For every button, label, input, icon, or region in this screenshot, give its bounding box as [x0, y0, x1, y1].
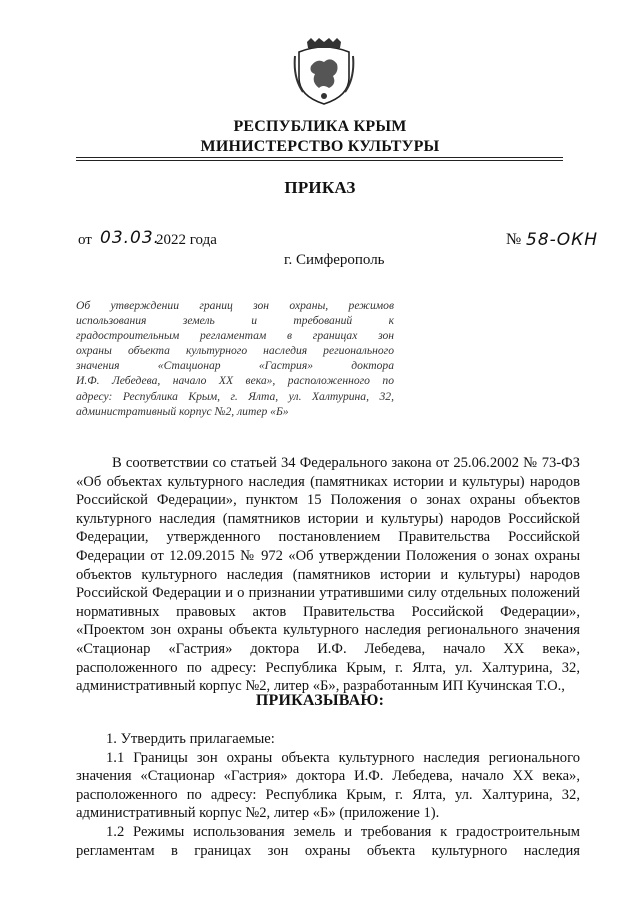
item-1-1-line: значения «Стационар «Гастрия» доктора И.Ф. Лебедева, начало XX века»,: [76, 768, 580, 785]
org-name-line1: РЕСПУБЛИКА КРЫМ: [233, 118, 407, 135]
item-1-1-line: 1.1 Границы зон охраны объекта культурного наследия регионального: [106, 749, 580, 766]
preamble-line: «Проектом зон охраны объекта культурного наследия регионального значения: [76, 622, 580, 639]
city: г. Симферополь: [284, 252, 385, 268]
item-1-1-line: административный корпус №2, литер «Б» (приложение 1).: [76, 805, 440, 822]
header-rule-bottom: [76, 160, 563, 161]
subject-line: градостроительным регламентам в границах зон: [76, 329, 394, 343]
subject-line: адресу: Республика Крым, г. Ялта, ул. Халтурина, 32,: [76, 389, 394, 403]
preamble-line: Российской Федерации», пунктом 15 Положения о зонах охраны объектов: [76, 492, 580, 509]
date-prefix: от: [78, 232, 92, 248]
item-1-1-line: расположенного по адресу: Республика Крым, г. Ялта, ул. Халтурина, 32,: [76, 786, 580, 803]
header-rule-top: [76, 157, 563, 158]
subject-line: И.Ф. Лебедева, начало XX века», расположенного по: [76, 374, 394, 388]
org-name-line2: МИНИСТЕРСТВО КУЛЬТУРЫ: [200, 138, 440, 155]
document-type: ПРИКАЗ: [284, 178, 356, 197]
order-heading: ПРИКАЗЫВАЮ:: [255, 692, 385, 709]
preamble-line: культурного наследия (памятников истории и культуры) народов Российской: [76, 510, 580, 527]
preamble-line: В соответствии со статьей 34 Федерального закона от 25.06.2002 № 73-ФЗ: [112, 455, 580, 471]
preamble-line: Федерации, утвержденного постановлением Правительства Российской: [76, 529, 580, 546]
preamble-line: Федерации от 12.09.2015 № 972 «Об утверждении Положения о зонах охраны: [76, 547, 580, 564]
preamble-line: нормативных правовых актов Правительства Российской Федерации»,: [76, 603, 580, 620]
subject-line: Об утверждении границ зон охраны, режимов: [76, 299, 394, 312]
preamble-line: «Об объектах культурного наследия (памятниках истории и культуры) народов: [76, 473, 580, 490]
item-1-2-line: регламентам в границах зон охраны объекта культурного наследия: [76, 842, 580, 859]
number-sign: №: [506, 231, 522, 248]
subject-line: значения «Стационар «Гастрия» доктора: [76, 359, 394, 373]
coat-of-arms-icon: [293, 38, 355, 106]
item-1: 1. Утвердить прилагаемые:: [106, 731, 275, 747]
date-handwritten: 03.03.: [100, 228, 161, 248]
preamble-line: объектов культурного наследия (памятников истории и культуры) народов: [76, 566, 580, 583]
preamble-line: административный корпус №2, литер «Б», разработанным ИП Кучинская Т.О.,: [76, 678, 565, 695]
subject-line: использования земель и требований к: [76, 314, 394, 328]
preamble-line: «Стационар «Гастрия» доктора И.Ф. Лебедева, начало XX века»,: [76, 640, 580, 657]
preamble: [76, 454, 580, 696]
subject-line: административный корпус №2, литер «Б»: [76, 404, 289, 418]
preamble-line: Российской Федерации и о признании утратившими силу отдельных положений: [76, 585, 580, 602]
preamble-line: расположенного по адресу: Республика Крым, г. Ялта, ул. Халтурина, 32,: [76, 659, 580, 676]
order-subject: [76, 298, 394, 419]
order-number-handwritten: 58-ОКН: [526, 230, 598, 250]
date-year: 2022 года: [156, 232, 217, 248]
subject-line: охраны объекта культурного наследия регионального: [76, 344, 394, 358]
item-1-2-line: 1.2 Режимы использования земель и требования к градостроительным: [106, 823, 580, 840]
order-items: [76, 730, 580, 860]
